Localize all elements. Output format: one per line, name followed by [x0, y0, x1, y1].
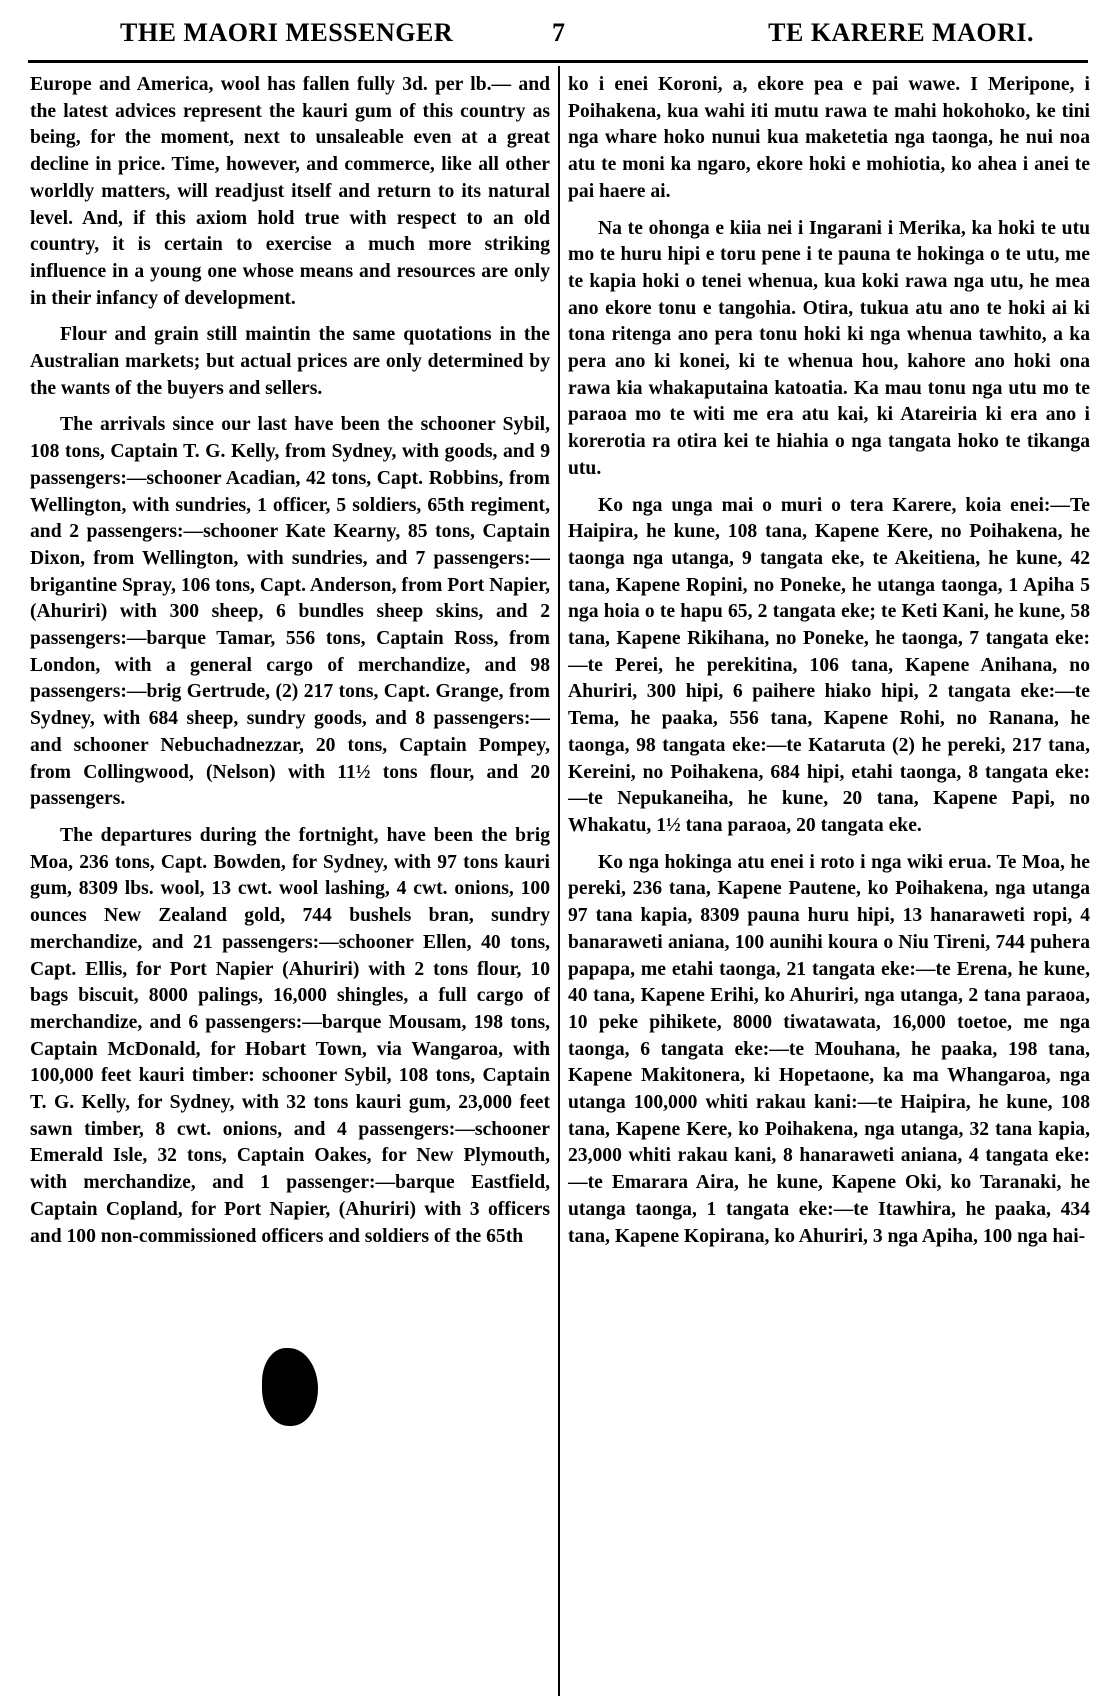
running-head: [120, 18, 1034, 52]
english-paragraph: The departures during the fortnight, have been the brig Moa, 236 tons, Capt. Bowden, for Sydney, with 97 tons kauri gum, 8309 lbs. wool, 13 cwt. wool lashing, 4 cwt. onions, 100 ounces New Zealand gold, 744 bushels bran, sundry merchandize, and 21 passengers:—schooner Ellen, 40 tons, Capt. Ellis, for Port Napier (Ahuriri) with 2 tons flour, 10 bags biscuit, 8000 palings, 16,000 shingles, a full cargo of merchandize, and 6 passengers:—barque Mousam, 198 tons, Captain McDonald, for Hobart Town, via Wangaroa, with 100,000 feet kauri timber: schooner Sybil, 108 tons, Captain T. G. Kelly, for Sydney, with 32 tons kauri gum, 23,000 feet sawn timber, 8 cwt. onions, and 4 passengers:—schooner Emerald Isle, 32 tons, Captain Oakes, for New Plymouth, with merchandize, and 1 passenger:—barque Eastfield, Captain Copland, for Port Napier, (Ahuriri) with 3 officers and 100 non-commissioned officers and soldiers of the 65th: [30, 824, 550, 1247]
maori-paragraph: Ko nga unga mai o muri o tera Karere, koia enei:—Te Haipira, he kune, 108 tana, Kapene Kere, no Poihakena, he taonga nga utanga, 9 tangata eke, te Akeitiena, he kune, 42 tana, Kapene Ropini, no Poneke, he utanga taonga, 1 Apiha 5 nga hoia o te hapu 65, 2 tangata eke; te Keti Kani, he kune, 58 tana, Kapene Rikihana, no Poneke, he taonga, 7 tangata eke:—te Perei, he perekitina, 106 tana, Kapene Anihana, no Ahuriri, 300 hipi, 6 paihere hiako hipi, 2 tangata eke:—te Tema, he paaka, 556 tana, Kapene Rohi, no Ranana, he taonga, 98 tangata eke:—te Kataruta (2) he pereki, 217 tana, Kereini, no Poihakena, 684 hipi, etahi taonga, 8 tangata eke:—te Nepukaneiha, he kune, 20 tana, Kapene Papi, no Whakatu, 1½ tana paraoa, 20 tangata eke.: [568, 494, 1090, 836]
english-paragraph: Europe and America, wool has fallen fully 3d. per lb.— and the latest advices represent the kauri gum of this country as being, for the moment, next to unsaleable even at a great decline in price. Time, however, and commerce, like all other worldly matters, will readjust itself and return to its natural level. And, if this axiom hold true with respect to an old country, it is certain to exercise a much more striking influence in a young one whose means and resources are only in their infancy of development.: [30, 74, 550, 309]
maori-masthead: TE KARERE MAORI.: [768, 18, 1034, 47]
english-paragraph: Flour and grain still maintin the same quotations in the Australian markets; but actual prices are only determined by the wants of the buyers and sellers.: [30, 324, 550, 399]
english-column: [30, 72, 550, 1702]
maori-column: [568, 72, 1090, 1702]
maori-paragraph: Ko nga hokinga atu enei i roto i nga wiki erua. Te Moa, he pereki, 236 tana, Kapene Pautene, ko Poihakena, nga utanga 97 tana kapia, 8309 pauna huru hipi, 13 hanaraweti ropi, 4 banaraweti aniana, 100 aunihi koura o Niu Tireni, 744 puhera papapa, me etahi taonga, 21 tangata eke:—te Erena, he kune, 40 tana, Kapene Erihi, ko Ahuriri, nga utanga, 2 tana paraoa, 10 peke pihikete, 8000 tiwatawata, 16,000 toetoe, me nga taonga, 6 tangata eke:—te Mouhana, he paaka, 198 tana, Kapene Makitonera, ki Hopetaone, ka ma Whangaroa, nga utanga 100,000 whiti rakau kani:—te Haipira, he kune, 108 tana, Kapene Kere, ko Poihakena, nga utanga, 32 tana kapia, 23,000 whiti rakau kani, 8 hanaraweti aniana, 4 tangata eke:—te Emarara Aira, he kune, Kapene Oki, ko Taranaki, he utanga taonga, 1 tangata eke:—te Itawhira, he paaka, 434 tana, Kapene Kopirana, ko Ahuriri, 3 nga Apiha, 100 nga hai-: [568, 851, 1090, 1247]
page-number: 7: [552, 18, 566, 47]
english-masthead: THE MAORI MESSENGER: [120, 18, 454, 47]
ink-blot: [262, 1348, 318, 1426]
column-divider: [558, 66, 560, 1696]
english-paragraph: The arrivals since our last have been the schooner Sybil, 108 tons, Captain T. G. Kelly, from Sydney, with goods, and 9 passengers:—schooner Acadian, 42 tons, Capt. Robbins, from Wellington, with sundries, 1 officer, 5 soldiers, 65th regiment, and 2 passengers:—schooner Kate Kearny, 85 tons, Captain Dixon, from Wellington, with sundries, and 7 passengers:—brigantine Spray, 106 tons, Capt. Anderson, from Port Napier, (Ahuriri) with 300 sheep, 6 bundles sheep skins, and 2 passengers:—barque Tamar, 556 tons, Captain Ross, from London, with a general cargo of merchandize, and 98 passengers:—brig Gertrude, (2) 217 tons, Capt. Grange, from Sydney, with 684 sheep, sundry goods, and 8 passengers:—and schooner Nebuchadnezzar, 20 tons, Captain Pompey, from Collingwood, (Nelson) with 11½ tons flour, and 20 passengers.: [30, 414, 550, 810]
header-rule: [28, 60, 1088, 63]
maori-paragraph: Na te ohonga e kiia nei i Ingarani i Merika, ka hoki te utu mo te huru hipi e toru pene i te pauna te hokinga o te utu, me te kapia hoki o tenei whenua, kua koki rawa nga utu, he mea ano ekore tonu e tangohia. Otira, tukua atu ano te hoki ai ki tona ritenga ano pera tonu hoki ki nga whenua tawhito, a ka pera ano ki konei, ki te whenua hou, kahore ano hoki ona rawa kia whakaputaina katoatia. Ka mau tonu nga utu mo te paraoa mo te witi me era atu kai, ki Atareiria ki era ano i korerotia ra otira kei te hiahia o nga tangata hoko te tikanga utu.: [568, 217, 1090, 479]
maori-paragraph: ko i enei Koroni, a, ekore pea e pai wawe. I Meripone, i Poihakena, kua wahi iti mutu rawa te mahi hokohoko, ke tini nga whare hoko nunui kua maketetia nga taonga, he nui noa atu te moni ka ngaro, ekore hoki e mohiotia, ko ahea i anei te pai haere ai.: [568, 74, 1090, 202]
